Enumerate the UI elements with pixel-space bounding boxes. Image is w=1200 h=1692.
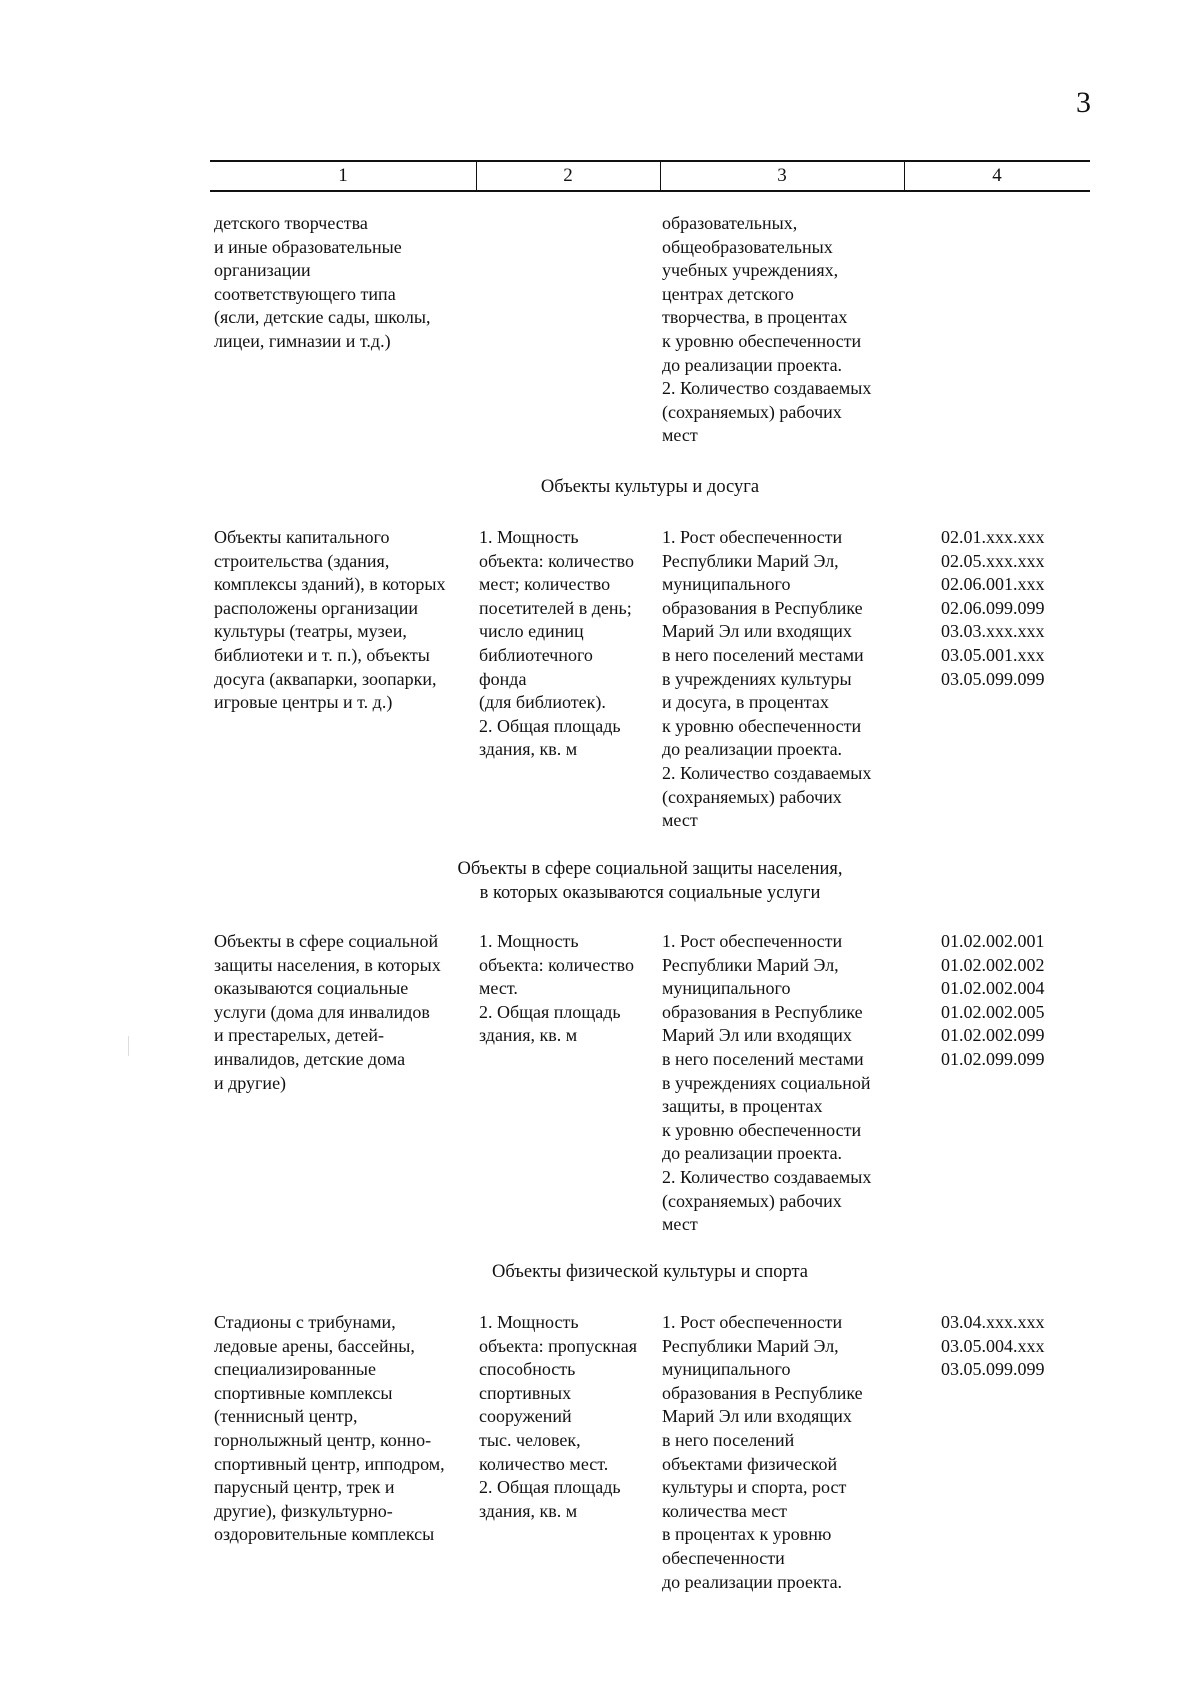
row-social-codes: 01.02.002.001 01.02.002.002 01.02.002.004 01.02.002.005 01.02.002.099 01.02.099.099 [941, 931, 1045, 1069]
row-social-indicators: 1. Рост обеспеченности Республики Марий Эл, муниципального образования в Республике Марий Эл или входящих в него поселений местами в учреждениях социальной защиты, в процентах к уровню обеспеченности до реализации проекта. 2. Количество создаваемых (сохраняемых) рабочих мест [662, 931, 872, 1235]
column-header-3: 3 [777, 165, 787, 186]
row-continuation-object-type: детского творчества и иные образовательные организации соответствующего типа (ясли, детские сады, школы, лицеи, гимназии и т.д.) [214, 213, 431, 351]
row-sport-codes: 03.04.xxx.xxx 03.05.004.xxx 03.05.099.099 [941, 1312, 1045, 1380]
column-header-1: 1 [338, 165, 348, 186]
section-heading-sport: Объекты физической культуры и спорта [491, 1262, 809, 1282]
row-social-object-type: Объекты в сфере социальной защиты населения, в которых оказываются социальные услуги (дома для инвалидов и престарелых, детей- инвалидов, детские дома и другие) [214, 931, 441, 1093]
section-heading-social-protection: Объекты в сфере социальной защиты населения, в которых оказываются социальные услуги [457, 859, 843, 903]
row-sport-capacity: 1. Мощность объекта: пропускная способность спортивных сооружений тыс. человек, количество мест. 2. Общая площадь здания, кв. м [479, 1312, 637, 1521]
row-culture-capacity: 1. Мощность объекта: количество мест; количество посетителей в день; число единиц библиотечного фонда (для библиотек). 2. Общая площадь здания, кв. м [479, 527, 635, 760]
row-sport-object-type: Стадионы с трибунами, ледовые арены, бассейны, специализированные спортивные комплексы (теннисный центр, горнолыжный центр, конно- спортивный центр, ипподром, парусный центр, трек и другие), физкультурно- оздоровительные комплексы [214, 1312, 445, 1545]
row-culture-codes: 02.01.xxx.xxx 02.05.xxx.xxx 02.06.001.xxx 02.06.099.099 03.03.xxx.xxx 03.05.001.xxx 03.05.099.099 [941, 527, 1045, 689]
column-header-4: 4 [992, 165, 1002, 186]
page-number: 3 [1076, 86, 1091, 119]
scan-artifact [128, 1036, 129, 1056]
column-header-2: 2 [563, 165, 573, 186]
row-continuation-indicators: образовательных, общеобразовательных учебных учреждениях, центрах детского творчества, в процентах к уровню обеспеченности до реализации проекта. 2. Количество создаваемых (сохраняемых) рабочих мест [662, 213, 872, 446]
column-header-row [210, 160, 1090, 192]
row-social-capacity: 1. Мощность объекта: количество мест. 2. Общая площадь здания, кв. м [479, 931, 635, 1046]
row-culture-object-type: Объекты капитального строительства (здания, комплексы зданий), в которых расположены организации культуры (театры, музеи, библиотеки и т. п.), объекты досуга (аквапарки, зоопарки, игровые центры и т. д.) [214, 527, 446, 713]
section-heading-culture: Объекты культуры и досуга [540, 477, 760, 497]
row-sport-indicators: 1. Рост обеспеченности Республики Марий Эл, муниципального образования в Республике Марий Эл или входящих в него поселений объектами физической культуры и спорта, рост количества мест в процентах к уровню обеспеченности до реализации проекта. [662, 1312, 863, 1592]
row-culture-indicators: 1. Рост обеспеченности Республики Марий Эл, муниципального образования в Республике Марий Эл или входящих в него поселений местами в учреждениях культуры и досуга, в процентах к уровню обеспеченности до реализации проекта. 2. Количество создаваемых (сохраняемых) рабочих мест [662, 527, 872, 831]
